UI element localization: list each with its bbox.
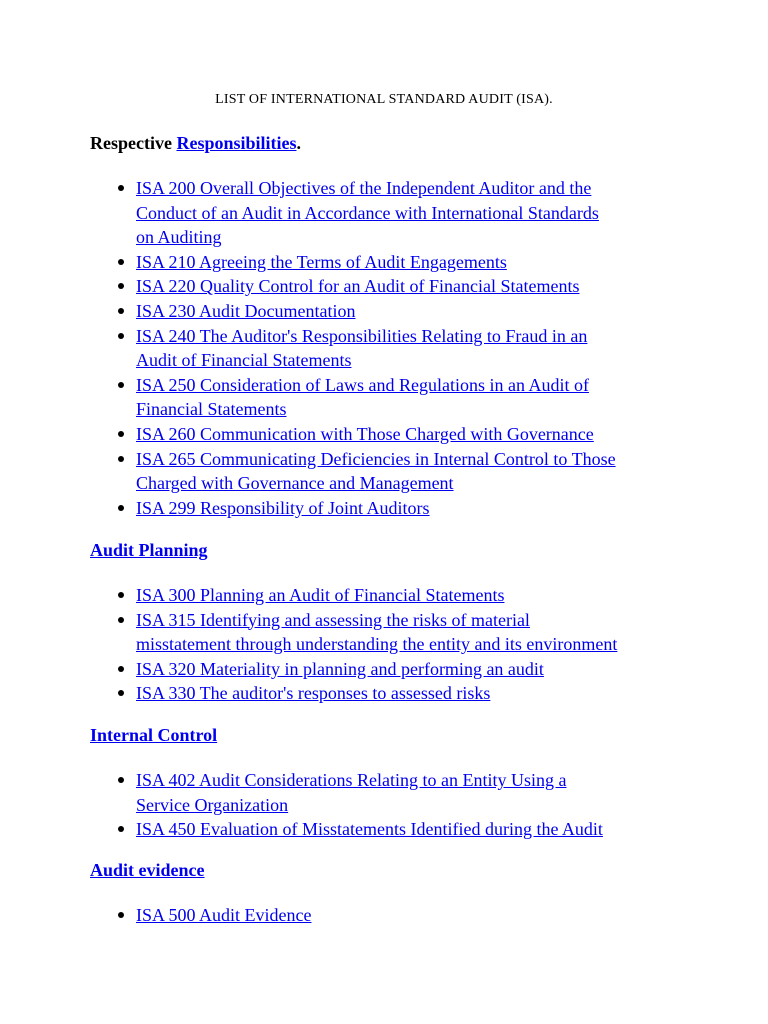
isa-list-item (90, 324, 690, 373)
audit-planning-link[interactable]: Audit Planning (90, 540, 208, 560)
bullet-icon (118, 592, 124, 598)
bullet-icon (118, 505, 124, 511)
isa-link-line: Conduct of an Audit in Accordance with International Standards (136, 202, 599, 223)
bullet-icon (118, 283, 124, 289)
isa-link-line: ISA 500 Audit Evidence (136, 905, 312, 925)
bullet-icon (118, 456, 124, 462)
isa-link-line: ISA 210 Agreeing the Terms of Audit Engagements (136, 251, 507, 272)
bullet-icon (118, 617, 124, 623)
isa-list-item (90, 496, 690, 521)
isa-standard-link[interactable] (136, 683, 490, 703)
bullet-icon (118, 690, 124, 696)
isa-link-line: Charged with Governance and Management (136, 473, 454, 494)
isa-link-line: ISA 240 The Auditor's Responsibilities Relating to Fraud in an (136, 325, 588, 346)
heading-prefix: Respective (90, 133, 177, 153)
isa-standard-link[interactable] (136, 276, 579, 296)
isa-standard-link[interactable] (136, 252, 507, 272)
isa-standard-link[interactable] (136, 659, 544, 679)
bullet-icon (118, 185, 124, 191)
document-title: LIST OF INTERNATIONAL STANDARD AUDIT (ISA). (215, 92, 553, 107)
bullet-icon (118, 308, 124, 314)
isa-link-line: on Auditing (136, 227, 222, 248)
isa-link-line: ISA 300 Planning an Audit of Financial Statements (136, 585, 505, 605)
bullet-icon (118, 259, 124, 265)
isa-link-line: ISA 450 Evaluation of Misstatements Identified during the Audit (136, 819, 603, 840)
isa-standard-link[interactable] (136, 449, 616, 494)
isa-list-item (90, 817, 690, 842)
isa-list-item (90, 583, 690, 608)
isa-link-line: Audit of Financial Statements (136, 350, 352, 371)
isa-standard-link[interactable] (136, 819, 603, 839)
bullet-icon (118, 826, 124, 832)
bullet-icon (118, 431, 124, 437)
internal-control-link[interactable]: Internal Control (90, 725, 218, 745)
isa-link-line: ISA 330 The auditor's responses to assessed risks (136, 683, 491, 704)
isa-standard-link[interactable] (136, 301, 356, 321)
isa-list-item (90, 608, 690, 657)
isa-list-item (90, 447, 690, 496)
bullet-icon (118, 777, 124, 783)
isa-link-line: ISA 260 Communication with Those Charged with Governance (136, 423, 594, 444)
isa-link-line: ISA 299 Responsibility of Joint Auditors (136, 497, 430, 518)
responsibilities-list (90, 176, 690, 520)
internal-control-list (90, 768, 690, 842)
isa-link-line: ISA 230 Audit Documentation (136, 300, 356, 321)
isa-link-line: ISA 250 Consideration of Laws and Regulations in an Audit of (136, 374, 589, 395)
isa-link-line: ISA 200 Overall Objectives of the Independent Auditor and the (136, 178, 592, 198)
section-heading-responsibilities (90, 133, 301, 154)
heading-suffix: . (296, 133, 301, 153)
bullet-icon (118, 382, 124, 388)
bullet-icon (118, 912, 124, 918)
audit-planning-list (90, 583, 690, 706)
isa-list-item (90, 657, 690, 682)
isa-standard-link[interactable] (136, 770, 566, 815)
isa-link-line: ISA 220 Quality Control for an Audit of Financial Statements (136, 276, 580, 297)
isa-link-line: ISA 315 Identifying and assessing the risks of material (136, 609, 530, 630)
audit-evidence-list (90, 903, 690, 928)
isa-standard-link[interactable] (136, 326, 587, 371)
isa-link-line: ISA 265 Communicating Deficiencies in Internal Control to Those (136, 448, 616, 469)
isa-list-item (90, 422, 690, 447)
isa-list-item (90, 681, 690, 706)
isa-standard-link[interactable] (136, 375, 589, 420)
isa-list-item (90, 373, 690, 422)
isa-standard-link[interactable] (136, 610, 617, 655)
isa-standard-link[interactable] (136, 424, 594, 444)
isa-list-item (90, 250, 690, 275)
isa-link-line: ISA 402 Audit Considerations Relating to an Entity Using a (136, 770, 567, 790)
isa-link-line: Financial Statements (136, 399, 287, 420)
section-heading-audit-evidence (90, 860, 205, 881)
isa-link-line: misstatement through understanding the entity and its environment (136, 634, 618, 655)
responsibilities-link[interactable]: Responsibilities (176, 133, 297, 153)
isa-link-line: ISA 320 Materiality in planning and performing an audit (136, 658, 544, 679)
isa-link-line: Service Organization (136, 794, 289, 815)
isa-list-item (90, 299, 690, 324)
isa-standard-link[interactable] (136, 178, 599, 247)
section-heading-audit-planning (90, 540, 208, 561)
isa-standard-link[interactable] (136, 905, 311, 925)
isa-list-item (90, 903, 690, 928)
bullet-icon (118, 333, 124, 339)
isa-standard-link[interactable] (136, 585, 504, 605)
audit-evidence-link[interactable]: Audit evidence (90, 860, 205, 880)
section-heading-internal-control (90, 725, 217, 746)
isa-standard-link[interactable] (136, 498, 430, 518)
isa-list-item (90, 176, 690, 250)
isa-list-item (90, 768, 690, 817)
bullet-icon (118, 666, 124, 672)
isa-list-item (90, 274, 690, 299)
